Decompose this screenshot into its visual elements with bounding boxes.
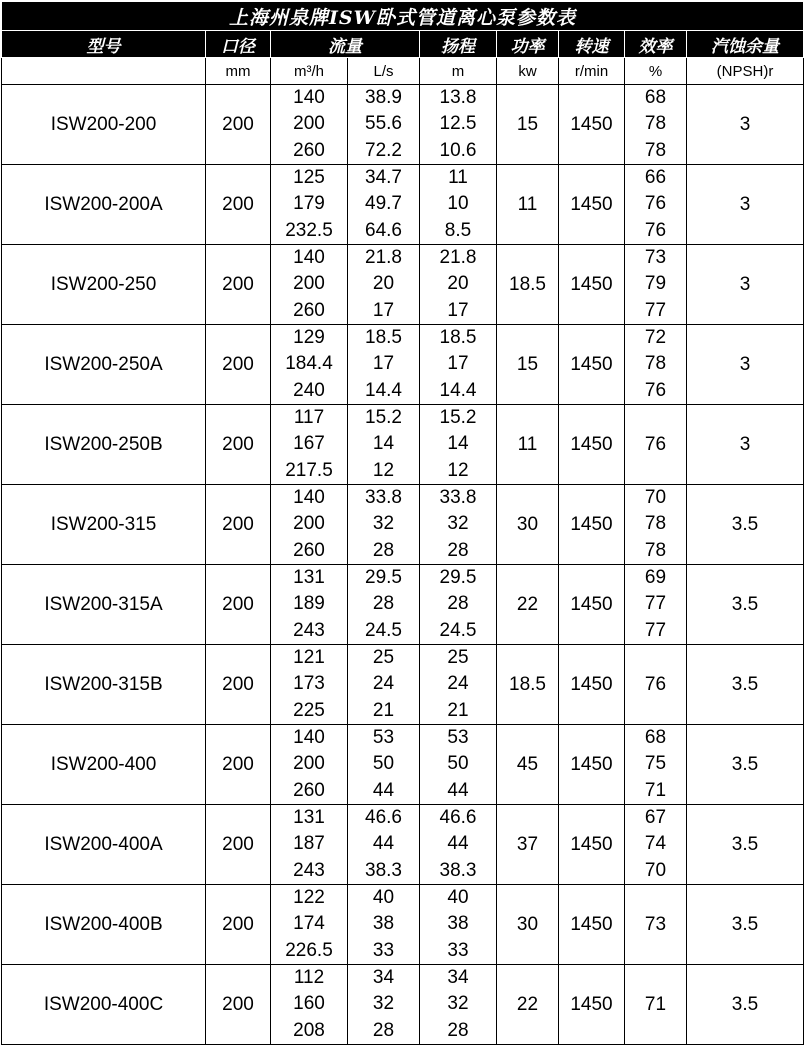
flow-m3h-cell-value: 121 bbox=[293, 647, 325, 669]
head-cell-value: 21.8 bbox=[439, 247, 477, 269]
power-cell: 30 bbox=[497, 885, 559, 965]
unit-power: kw bbox=[497, 58, 559, 85]
head-cell-value: 34 bbox=[447, 967, 469, 989]
flow-ls-cell-value: 72.2 bbox=[365, 139, 402, 161]
unit-model-blank bbox=[2, 58, 206, 85]
flow-ls-cell-value: 55.6 bbox=[365, 113, 402, 135]
npsh-cell: 3 bbox=[687, 325, 804, 405]
efficiency-cell-value: 77 bbox=[644, 299, 667, 321]
head-cell-value: 24.5 bbox=[439, 619, 477, 641]
flow-ls-cell-value: 64.6 bbox=[365, 219, 402, 241]
flow-ls-cell bbox=[348, 485, 420, 565]
header-row bbox=[2, 31, 804, 58]
model-cell: ISW200-400A bbox=[2, 805, 206, 885]
flow-ls-cell bbox=[348, 885, 420, 965]
flow-ls-cell-value: 38.9 bbox=[365, 87, 402, 109]
flow-ls-cell-value: 53 bbox=[372, 727, 395, 749]
flow-ls-cell-value: 21 bbox=[372, 699, 395, 721]
table-row bbox=[2, 85, 804, 165]
flow-ls-cell bbox=[348, 965, 420, 1045]
caliber-cell: 200 bbox=[206, 85, 271, 165]
flow-m3h-cell bbox=[271, 85, 348, 165]
flow-ls-cell bbox=[348, 165, 420, 245]
header-power: 功率 bbox=[497, 31, 559, 58]
head-cell bbox=[420, 805, 497, 885]
flow-m3h-cell-value: 240 bbox=[293, 379, 325, 401]
flow-m3h-cell-value: 232.5 bbox=[285, 219, 333, 241]
flow-m3h-cell-value: 260 bbox=[293, 539, 325, 561]
efficiency-cell-value: 78 bbox=[644, 513, 667, 535]
table-row bbox=[2, 885, 804, 965]
table-row bbox=[2, 165, 804, 245]
power-cell: 18.5 bbox=[497, 245, 559, 325]
flow-m3h-cell-value: 184.4 bbox=[285, 353, 333, 375]
flow-m3h-cell-value: 160 bbox=[293, 993, 325, 1015]
unit-flow-ls: L/s bbox=[348, 58, 420, 85]
head-cell bbox=[420, 565, 497, 645]
flow-ls-cell bbox=[348, 85, 420, 165]
table-row bbox=[2, 565, 804, 645]
efficiency-cell bbox=[625, 245, 687, 325]
efficiency-cell-value: 77 bbox=[644, 619, 667, 641]
header-npsh: 汽蚀余量 bbox=[687, 31, 804, 58]
power-cell: 22 bbox=[497, 565, 559, 645]
head-cell-value: 46.6 bbox=[439, 807, 477, 829]
speed-cell: 1450 bbox=[559, 645, 625, 725]
flow-ls-cell bbox=[348, 805, 420, 885]
table-row bbox=[2, 725, 804, 805]
npsh-cell: 3.5 bbox=[687, 965, 804, 1045]
caliber-cell: 200 bbox=[206, 485, 271, 565]
model-cell: ISW200-315B bbox=[2, 645, 206, 725]
head-cell-value: 32 bbox=[447, 513, 469, 535]
flow-m3h-cell-value: 260 bbox=[293, 779, 325, 801]
flow-ls-cell-value: 38 bbox=[372, 913, 395, 935]
head-cell bbox=[420, 245, 497, 325]
table-title: 上海州泉牌ISW卧式管道离心泵参数表 bbox=[2, 2, 804, 31]
flow-ls-cell-value: 38.3 bbox=[365, 859, 402, 881]
model-cell: ISW200-200 bbox=[2, 85, 206, 165]
power-cell: 45 bbox=[497, 725, 559, 805]
header-speed: 转速 bbox=[559, 31, 625, 58]
table-row bbox=[2, 645, 804, 725]
speed-cell: 1450 bbox=[559, 85, 625, 165]
flow-m3h-cell bbox=[271, 645, 348, 725]
model-cell: ISW200-250A bbox=[2, 325, 206, 405]
head-cell-value: 20 bbox=[447, 273, 469, 295]
header-efficiency: 效率 bbox=[625, 31, 687, 58]
flow-m3h-cell-value: 129 bbox=[293, 327, 325, 349]
flow-ls-cell-value: 17 bbox=[372, 299, 395, 321]
efficiency-cell bbox=[625, 885, 687, 965]
speed-cell: 1450 bbox=[559, 805, 625, 885]
flow-m3h-cell bbox=[271, 325, 348, 405]
head-cell-value: 44 bbox=[447, 779, 469, 801]
flow-ls-cell bbox=[348, 245, 420, 325]
flow-m3h-cell-value: 200 bbox=[293, 513, 325, 535]
flow-m3h-cell-value: 140 bbox=[293, 87, 325, 109]
power-cell: 15 bbox=[497, 325, 559, 405]
head-cell bbox=[420, 485, 497, 565]
power-cell: 18.5 bbox=[497, 645, 559, 725]
flow-ls-cell bbox=[348, 565, 420, 645]
flow-m3h-cell-value: 122 bbox=[293, 887, 325, 909]
npsh-cell: 3 bbox=[687, 405, 804, 485]
efficiency-cell-value: 73 bbox=[644, 247, 667, 269]
flow-m3h-cell-value: 226.5 bbox=[285, 939, 333, 961]
flow-m3h-cell bbox=[271, 885, 348, 965]
head-cell-value: 44 bbox=[447, 833, 469, 855]
efficiency-cell bbox=[625, 325, 687, 405]
model-cell: ISW200-250B bbox=[2, 405, 206, 485]
flow-m3h-cell-value: 140 bbox=[293, 247, 325, 269]
flow-ls-cell-value: 44 bbox=[372, 779, 395, 801]
npsh-cell: 3.5 bbox=[687, 885, 804, 965]
header-head: 扬程 bbox=[420, 31, 497, 58]
flow-ls-cell bbox=[348, 405, 420, 485]
flow-ls-cell-value: 17 bbox=[372, 353, 395, 375]
efficiency-cell-value: 78 bbox=[644, 139, 667, 161]
efficiency-cell bbox=[625, 645, 687, 725]
head-cell bbox=[420, 325, 497, 405]
flow-m3h-cell bbox=[271, 805, 348, 885]
efficiency-cell-value: 74 bbox=[644, 833, 667, 855]
efficiency-cell-value: 70 bbox=[644, 859, 667, 881]
flow-ls-cell-value: 15.2 bbox=[365, 407, 402, 429]
flow-m3h-cell-value: 243 bbox=[293, 859, 325, 881]
table-row bbox=[2, 405, 804, 485]
head-cell bbox=[420, 85, 497, 165]
head-cell-value: 28 bbox=[447, 1019, 469, 1041]
model-cell: ISW200-400B bbox=[2, 885, 206, 965]
head-cell-value: 40 bbox=[447, 887, 469, 909]
flow-m3h-cell-value: 174 bbox=[293, 913, 325, 935]
flow-m3h-cell bbox=[271, 965, 348, 1045]
flow-ls-cell-value: 18.5 bbox=[365, 327, 402, 349]
flow-m3h-cell-value: 260 bbox=[293, 299, 325, 321]
efficiency-cell-value: 78 bbox=[644, 353, 667, 375]
flow-m3h-cell-value: 225 bbox=[293, 699, 325, 721]
power-cell: 11 bbox=[497, 165, 559, 245]
model-cell: ISW200-315A bbox=[2, 565, 206, 645]
npsh-cell: 3 bbox=[687, 85, 804, 165]
head-cell-value: 13.8 bbox=[439, 87, 477, 109]
flow-ls-cell-value: 20 bbox=[372, 273, 395, 295]
caliber-cell: 200 bbox=[206, 725, 271, 805]
speed-cell: 1450 bbox=[559, 885, 625, 965]
flow-ls-cell bbox=[348, 325, 420, 405]
flow-ls-cell-value: 28 bbox=[372, 593, 395, 615]
efficiency-cell bbox=[625, 485, 687, 565]
flow-m3h-cell-value: 117 bbox=[293, 407, 325, 429]
flow-ls-cell bbox=[348, 645, 420, 725]
flow-m3h-cell bbox=[271, 565, 348, 645]
head-cell-value: 33 bbox=[447, 939, 469, 961]
speed-cell: 1450 bbox=[559, 405, 625, 485]
caliber-cell: 200 bbox=[206, 405, 271, 485]
efficiency-cell-value: 78 bbox=[644, 539, 667, 561]
efficiency-cell-value: 76 bbox=[644, 433, 667, 455]
header-model: 型号 bbox=[2, 31, 206, 58]
flow-ls-cell-value: 32 bbox=[372, 513, 395, 535]
power-cell: 11 bbox=[497, 405, 559, 485]
flow-m3h-cell-value: 260 bbox=[293, 139, 325, 161]
model-cell: ISW200-250 bbox=[2, 245, 206, 325]
efficiency-cell-value: 76 bbox=[644, 219, 667, 241]
flow-m3h-cell-value: 140 bbox=[293, 727, 325, 749]
flow-ls-cell-value: 34 bbox=[372, 967, 395, 989]
head-cell bbox=[420, 885, 497, 965]
power-cell: 22 bbox=[497, 965, 559, 1045]
header-flow: 流量 bbox=[271, 31, 420, 58]
pump-parameter-table bbox=[1, 1, 804, 1045]
flow-ls-cell-value: 49.7 bbox=[365, 193, 402, 215]
speed-cell: 1450 bbox=[559, 245, 625, 325]
npsh-cell: 3 bbox=[687, 245, 804, 325]
flow-ls-cell-value: 14.4 bbox=[365, 379, 402, 401]
efficiency-cell-value: 78 bbox=[644, 113, 667, 135]
unit-head: m bbox=[420, 58, 497, 85]
flow-m3h-cell-value: 200 bbox=[293, 753, 325, 775]
flow-ls-cell-value: 50 bbox=[372, 753, 395, 775]
table-row bbox=[2, 325, 804, 405]
head-cell bbox=[420, 645, 497, 725]
efficiency-cell-value: 69 bbox=[644, 567, 667, 589]
efficiency-cell bbox=[625, 165, 687, 245]
power-cell: 37 bbox=[497, 805, 559, 885]
flow-ls-cell-value: 40 bbox=[372, 887, 395, 909]
flow-ls-cell-value: 21.8 bbox=[365, 247, 402, 269]
flow-ls-cell-value: 32 bbox=[372, 993, 395, 1015]
flow-ls-cell-value: 28 bbox=[372, 1019, 395, 1041]
efficiency-cell-value: 71 bbox=[644, 779, 667, 801]
flow-m3h-cell-value: 125 bbox=[293, 167, 325, 189]
unit-npsh: (NPSH)r bbox=[687, 58, 804, 85]
flow-m3h-cell-value: 217.5 bbox=[285, 459, 333, 481]
head-cell-value: 10.6 bbox=[439, 139, 477, 161]
head-cell-value: 29.5 bbox=[439, 567, 477, 589]
npsh-cell: 3.5 bbox=[687, 805, 804, 885]
head-cell-value: 12 bbox=[447, 459, 469, 481]
flow-ls-cell-value: 34.7 bbox=[365, 167, 402, 189]
flow-ls-cell-value: 46.6 bbox=[365, 807, 402, 829]
flow-ls-cell-value: 24 bbox=[372, 673, 395, 695]
npsh-cell: 3.5 bbox=[687, 645, 804, 725]
efficiency-cell bbox=[625, 565, 687, 645]
efficiency-cell-value: 76 bbox=[644, 379, 667, 401]
head-cell-value: 21 bbox=[447, 699, 469, 721]
caliber-cell: 200 bbox=[206, 805, 271, 885]
head-cell-value: 28 bbox=[447, 593, 469, 615]
flow-m3h-cell bbox=[271, 245, 348, 325]
model-cell: ISW200-200A bbox=[2, 165, 206, 245]
head-cell-value: 32 bbox=[447, 993, 469, 1015]
flow-ls-cell-value: 25 bbox=[372, 647, 395, 669]
flow-m3h-cell bbox=[271, 725, 348, 805]
npsh-cell: 3 bbox=[687, 165, 804, 245]
head-cell-value: 50 bbox=[447, 753, 469, 775]
head-cell-value: 10 bbox=[447, 193, 469, 215]
efficiency-cell bbox=[625, 965, 687, 1045]
speed-cell: 1450 bbox=[559, 565, 625, 645]
flow-m3h-cell-value: 131 bbox=[293, 807, 325, 829]
head-cell bbox=[420, 405, 497, 485]
head-cell-value: 38.3 bbox=[439, 859, 477, 881]
efficiency-cell-value: 68 bbox=[644, 87, 667, 109]
efficiency-cell-value: 76 bbox=[644, 673, 667, 695]
flow-ls-cell-value: 29.5 bbox=[365, 567, 402, 589]
flow-m3h-cell-value: 200 bbox=[293, 113, 325, 135]
caliber-cell: 200 bbox=[206, 245, 271, 325]
head-cell-value: 24 bbox=[447, 673, 469, 695]
head-cell-value: 8.5 bbox=[444, 219, 472, 241]
head-cell-value: 14 bbox=[447, 433, 469, 455]
power-cell: 15 bbox=[497, 85, 559, 165]
speed-cell: 1450 bbox=[559, 165, 625, 245]
speed-cell: 1450 bbox=[559, 965, 625, 1045]
flow-ls-cell bbox=[348, 725, 420, 805]
efficiency-cell-value: 71 bbox=[644, 993, 667, 1015]
efficiency-cell bbox=[625, 405, 687, 485]
head-cell-value: 14.4 bbox=[439, 379, 477, 401]
caliber-cell: 200 bbox=[206, 565, 271, 645]
flow-m3h-cell-value: 179 bbox=[293, 193, 325, 215]
caliber-cell: 200 bbox=[206, 645, 271, 725]
flow-m3h-cell-value: 243 bbox=[293, 619, 325, 641]
efficiency-cell-value: 72 bbox=[644, 327, 667, 349]
model-cell: ISW200-400C bbox=[2, 965, 206, 1045]
unit-flow-m3h: m³/h bbox=[271, 58, 348, 85]
flow-m3h-cell-value: 140 bbox=[293, 487, 325, 509]
efficiency-cell bbox=[625, 805, 687, 885]
speed-cell: 1450 bbox=[559, 325, 625, 405]
efficiency-cell-value: 68 bbox=[644, 727, 667, 749]
efficiency-cell-value: 77 bbox=[644, 593, 667, 615]
unit-speed: r/min bbox=[559, 58, 625, 85]
speed-cell: 1450 bbox=[559, 725, 625, 805]
header-caliber: 口径 bbox=[206, 31, 271, 58]
flow-ls-cell-value: 14 bbox=[372, 433, 395, 455]
head-cell-value: 12.5 bbox=[439, 113, 477, 135]
head-cell-value: 17 bbox=[447, 299, 469, 321]
flow-ls-cell-value: 44 bbox=[372, 833, 395, 855]
head-cell-value: 38 bbox=[447, 913, 469, 935]
npsh-cell: 3.5 bbox=[687, 565, 804, 645]
head-cell-value: 33.8 bbox=[439, 487, 477, 509]
efficiency-cell-value: 66 bbox=[644, 167, 667, 189]
head-cell-value: 11 bbox=[448, 167, 468, 189]
efficiency-cell-value: 67 bbox=[644, 807, 667, 829]
power-cell: 30 bbox=[497, 485, 559, 565]
head-cell-value: 15.2 bbox=[439, 407, 477, 429]
npsh-cell: 3.5 bbox=[687, 725, 804, 805]
head-cell-value: 18.5 bbox=[439, 327, 477, 349]
flow-m3h-cell-value: 167 bbox=[293, 433, 325, 455]
flow-m3h-cell-value: 173 bbox=[293, 673, 325, 695]
caliber-cell: 200 bbox=[206, 965, 271, 1045]
flow-m3h-cell-value: 131 bbox=[293, 567, 325, 589]
flow-m3h-cell-value: 112 bbox=[293, 967, 325, 989]
head-cell-value: 25 bbox=[447, 647, 469, 669]
table-row bbox=[2, 805, 804, 885]
head-cell-value: 53 bbox=[447, 727, 469, 749]
flow-m3h-cell-value: 187 bbox=[293, 833, 325, 855]
npsh-cell: 3.5 bbox=[687, 485, 804, 565]
flow-m3h-cell bbox=[271, 485, 348, 565]
head-cell bbox=[420, 165, 497, 245]
efficiency-cell-value: 79 bbox=[644, 273, 667, 295]
head-cell bbox=[420, 725, 497, 805]
flow-m3h-cell bbox=[271, 165, 348, 245]
unit-row bbox=[2, 58, 804, 85]
speed-cell: 1450 bbox=[559, 485, 625, 565]
unit-efficiency: % bbox=[625, 58, 687, 85]
flow-ls-cell-value: 33 bbox=[372, 939, 395, 961]
flow-m3h-cell-value: 208 bbox=[293, 1019, 325, 1041]
flow-m3h-cell bbox=[271, 405, 348, 485]
efficiency-cell-value: 76 bbox=[644, 193, 667, 215]
caliber-cell: 200 bbox=[206, 165, 271, 245]
efficiency-cell bbox=[625, 725, 687, 805]
model-cell: ISW200-400 bbox=[2, 725, 206, 805]
caliber-cell: 200 bbox=[206, 885, 271, 965]
flow-ls-cell-value: 33.8 bbox=[365, 487, 402, 509]
efficiency-cell-value: 75 bbox=[644, 753, 667, 775]
flow-ls-cell-value: 24.5 bbox=[365, 619, 402, 641]
head-cell-value: 17 bbox=[447, 353, 469, 375]
caliber-cell: 200 bbox=[206, 325, 271, 405]
head-cell-value: 28 bbox=[447, 539, 469, 561]
table-row bbox=[2, 965, 804, 1045]
table-row bbox=[2, 485, 804, 565]
table-row bbox=[2, 245, 804, 325]
flow-ls-cell-value: 28 bbox=[372, 539, 395, 561]
head-cell bbox=[420, 965, 497, 1045]
efficiency-cell-value: 73 bbox=[644, 913, 667, 935]
model-cell: ISW200-315 bbox=[2, 485, 206, 565]
efficiency-cell-value: 70 bbox=[644, 487, 667, 509]
flow-ls-cell-value: 12 bbox=[372, 459, 395, 481]
flow-m3h-cell-value: 200 bbox=[293, 273, 325, 295]
efficiency-cell bbox=[625, 85, 687, 165]
unit-caliber: mm bbox=[206, 58, 271, 85]
flow-m3h-cell-value: 189 bbox=[293, 593, 325, 615]
